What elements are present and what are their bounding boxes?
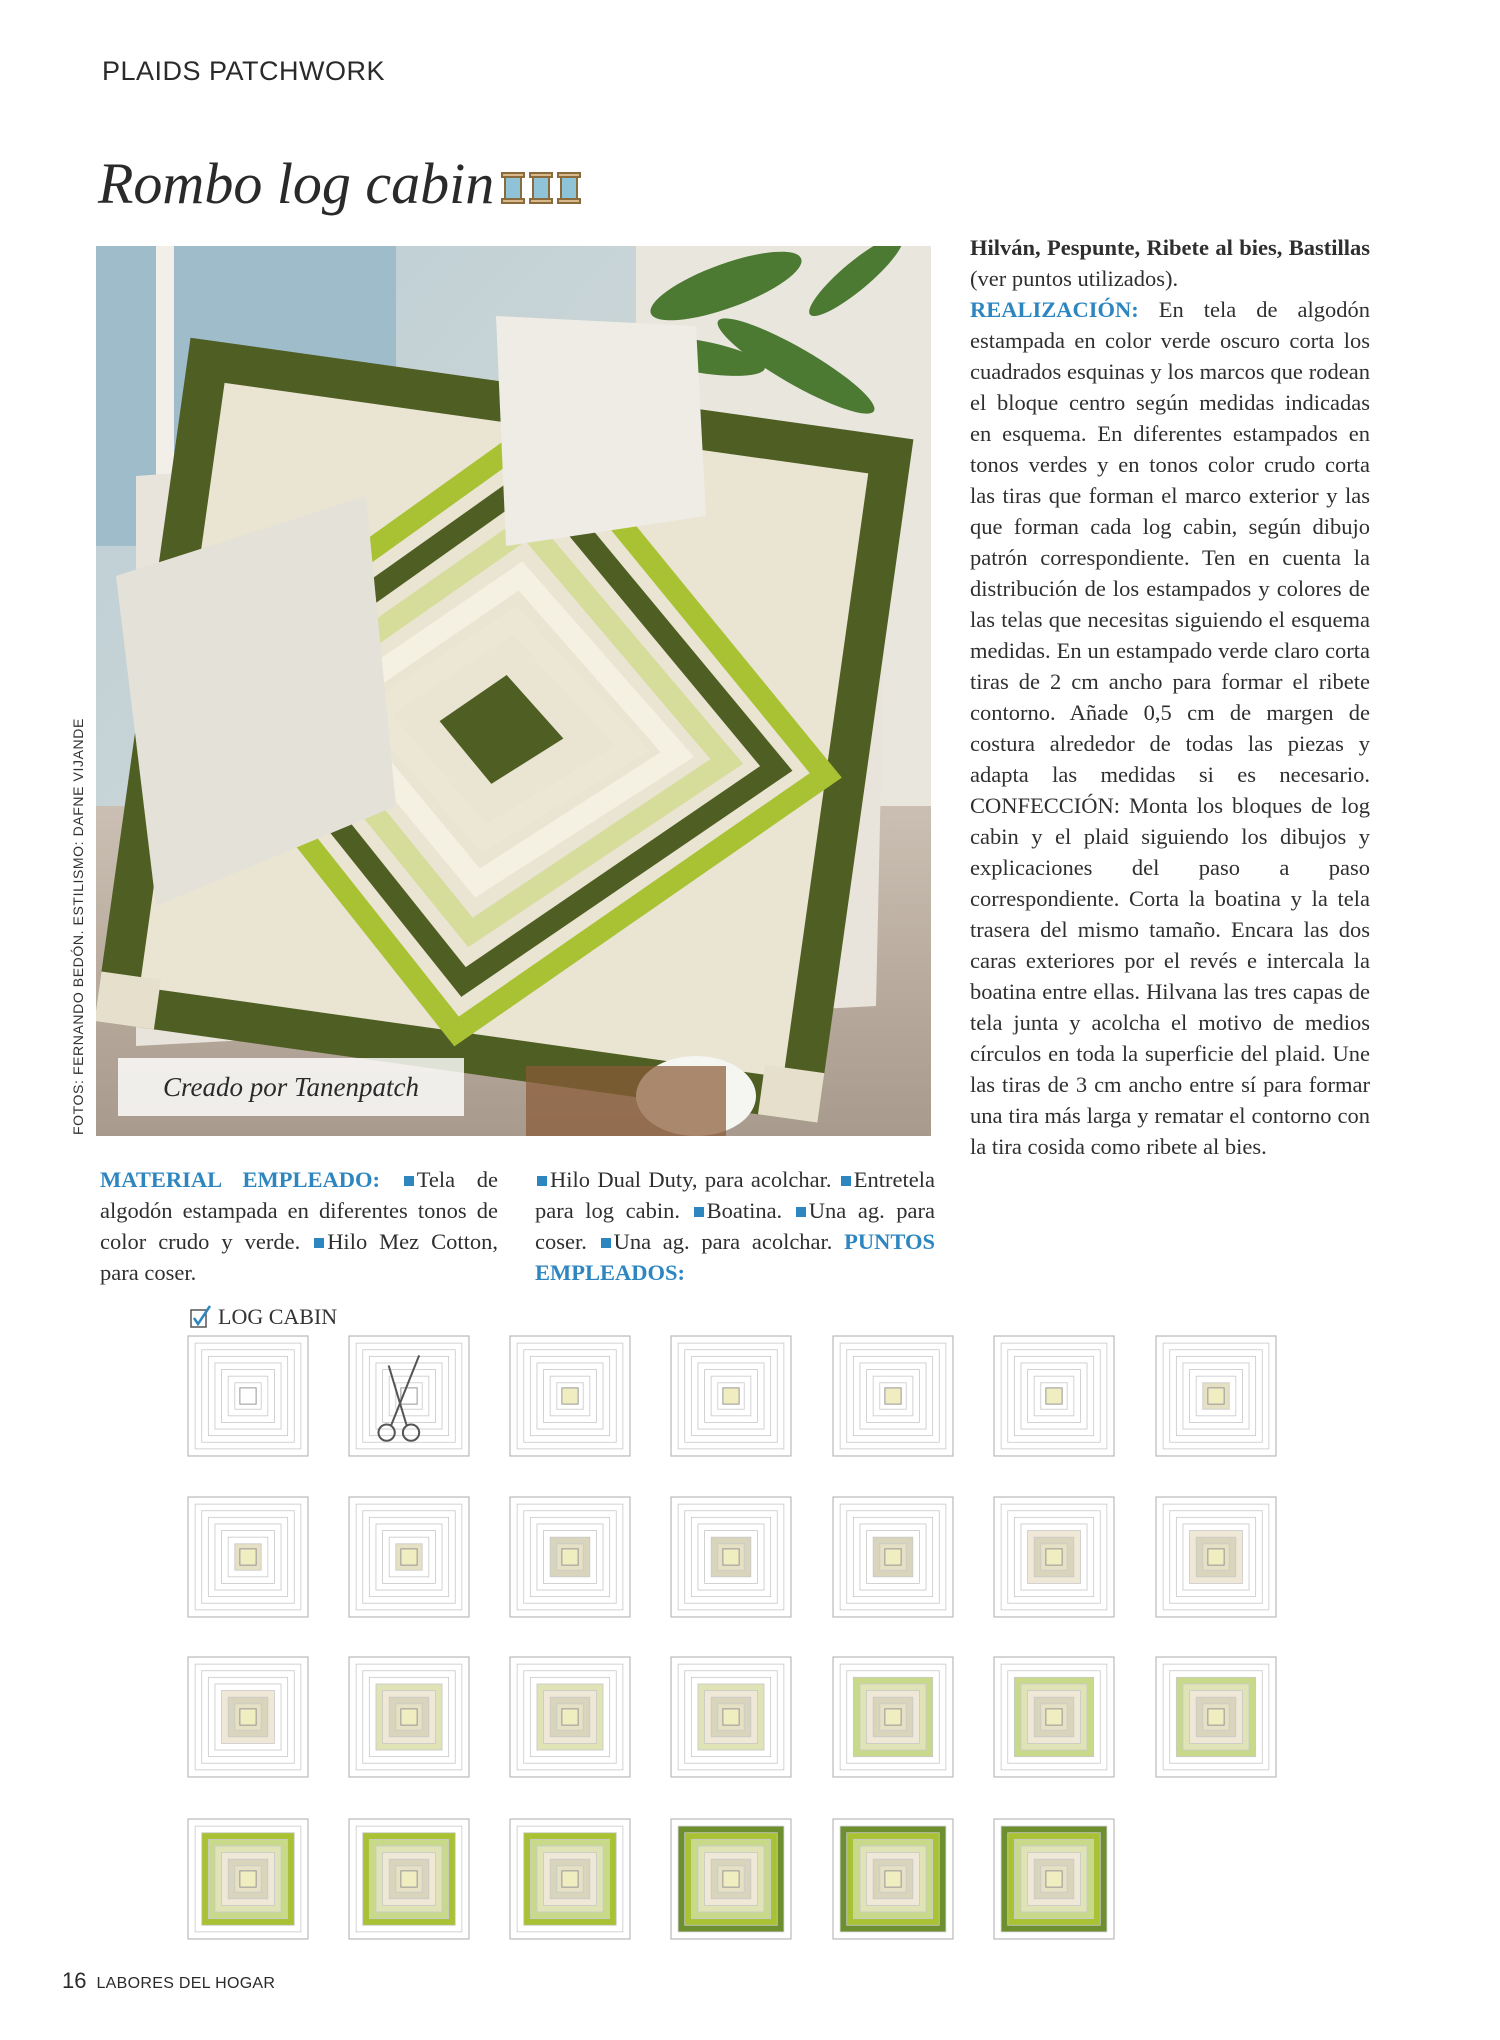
- log-cabin-step-15: [187, 1656, 309, 1778]
- material-item: Una ag. para coser.: [535, 1198, 936, 1254]
- material-item: Hilo Mez Cotton, para coser.: [100, 1229, 498, 1285]
- log-cabin-step-7: [1155, 1335, 1277, 1457]
- bullet-icon: [694, 1207, 704, 1217]
- log-cabin-step-13: [993, 1496, 1115, 1618]
- log-cabin-step-21: [1155, 1656, 1277, 1778]
- material-item: Boatina.: [706, 1198, 783, 1223]
- bullet-icon: [841, 1176, 851, 1186]
- log-cabin-step-18: [670, 1656, 792, 1778]
- log-cabin-step-17: [509, 1656, 631, 1778]
- photo-credit: FOTOS: FERNANDO BEDÓN. ESTILISMO: DAFNE VIJANDE: [70, 718, 86, 1135]
- log-cabin-step-24: [509, 1818, 631, 1940]
- materials-stitches-column: [535, 1164, 935, 1288]
- diagram-label-text: LOG CABIN: [218, 1304, 338, 1329]
- instructions-column: [970, 232, 1370, 1162]
- log-cabin-step-5: [832, 1335, 954, 1457]
- log-cabin-step-8: [187, 1496, 309, 1618]
- log-cabin-step-20: [993, 1656, 1115, 1778]
- instructions-heading: REALIZACIÓN:: [970, 297, 1139, 322]
- section-label: PLAIDS PATCHWORK: [102, 56, 386, 86]
- log-cabin-step-11: [670, 1496, 792, 1618]
- page-number: 16: [62, 1968, 87, 1993]
- log-cabin-step-4: [670, 1335, 792, 1457]
- stitches-note: (ver puntos utilizados).: [970, 266, 1179, 291]
- log-cabin-step-10: [509, 1496, 631, 1618]
- instructions-text: En tela de algodón estampada en color verde oscuro corta los cuadrados esquinas y los marcos que rodean el bloque centro según medidas indicadas en esquema. En diferentes estampados en tonos verdes y en tonos color crudo corta las tiras que forman el marco exterior y las que forman cada log cabin, según dibujo patrón correspondiente. Ten en cuenta la distribución de los estampados y colores de las telas que necesitas siguiendo el esquema medidas. En un estampado verde claro corta tiras de 2 cm ancho para formar el ribete contorno. Añade 0,5 cm de margen de costura alrededor de todas las piezas y adapta las medidas si es necesario. CONFECCIÓN: Monta los bloques de log cabin y el plaid siguiendo los dibujos y explicaciones del paso a paso correspondiente. Corta la boatina y la tela trasera del mismo tamaño. Encara las dos caras exteriores por el revés e intercala la boatina entre ellas. Hilvana las tres capas de tela junta y acolcha el motivo de medios círculos en toda la superficie del plaid. Une las tiras de 3 cm ancho entre sí para formar una tira más larga y rematar el contorno con la tira cosida como ribete al bies.: [970, 297, 1371, 1159]
- material-item: Tela de algodón estampada en diferentes tonos de color crudo y verde.: [100, 1167, 498, 1254]
- material-item: Una ag. para acolchar.: [613, 1229, 833, 1254]
- diagram-label: [190, 1304, 337, 1330]
- bullet-icon: [404, 1176, 414, 1186]
- log-cabin-step-25: [670, 1818, 792, 1940]
- bullet-icon: [314, 1238, 324, 1248]
- spool-difficulty-icon: [500, 170, 582, 206]
- quilt-photo: [96, 246, 931, 1136]
- log-cabin-step-23: [348, 1818, 470, 1940]
- log-cabin-step-26: [832, 1818, 954, 1940]
- created-by-caption: Creado por Tanenpatch: [118, 1058, 464, 1116]
- magazine-name: LABORES DEL HOGAR: [96, 1975, 276, 1992]
- material-item: Hilo Dual Duty, para acolchar.: [550, 1167, 832, 1192]
- log-cabin-step-16: [348, 1656, 470, 1778]
- bullet-icon: [796, 1207, 806, 1217]
- log-cabin-step-27: [993, 1818, 1115, 1940]
- material-item: Entretela para log cabin.: [535, 1167, 935, 1223]
- checkmark-icon: [190, 1305, 212, 1329]
- materials-heading: MATERIAL EMPLEADO:: [100, 1167, 381, 1192]
- log-cabin-step-14: [1155, 1496, 1277, 1618]
- log-cabin-step-9: [348, 1496, 470, 1618]
- page-footer: [62, 1968, 275, 1994]
- bullet-icon: [601, 1238, 611, 1248]
- bullet-icon: [537, 1176, 547, 1186]
- log-cabin-step-12: [832, 1496, 954, 1618]
- log-cabin-step-6: [993, 1335, 1115, 1457]
- log-cabin-step-2: [348, 1335, 470, 1457]
- stitches-list: Hilván, Pespunte, Ribete al bies, Bastillas: [970, 235, 1370, 260]
- materials-column: [100, 1164, 498, 1288]
- stitches-heading: PUNTOS EMPLEADOS:: [535, 1229, 936, 1285]
- log-cabin-step-3: [509, 1335, 631, 1457]
- log-cabin-step-19: [832, 1656, 954, 1778]
- page-title: Rombo log cabin: [98, 151, 495, 216]
- log-cabin-step-22: [187, 1818, 309, 1940]
- log-cabin-step-1: [187, 1335, 309, 1457]
